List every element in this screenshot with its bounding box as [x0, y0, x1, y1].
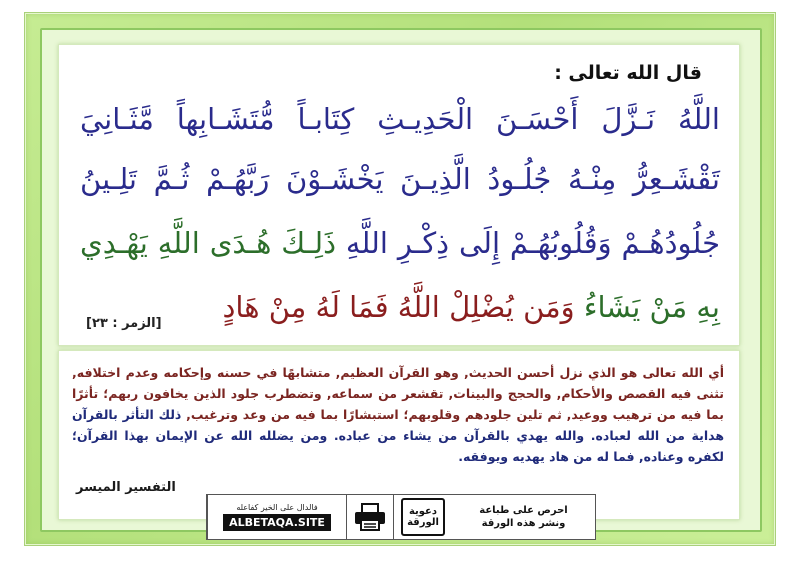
tafsir-part-2: ذلك التأثر بالقرآن هداية من الله لعباده. والله يهدي بالقرآن من يشاء من عباده. ومن يضلله الله عن الإيمان بهذا القرآن؛ لكفره وعناده, فما له من هاد يهديه ويوفقه.	[72, 407, 724, 464]
verse-line-3-part-a: جُلُودُهُـمْ وَقُلُوبُهُـمْ إِلَى ذِكْـرِ اللَّهِ	[345, 226, 720, 260]
verse-line-3-part-b: ذَلِـكَ هُـدَى اللَّهِ يَهْـدِي	[80, 226, 336, 260]
logo-mark: دعوية الورقة	[401, 498, 445, 536]
tafsir-part-1: أي الله تعالى هو الذي نزل أحسن الحديث, وهو القرآن العظيم, متشابهًا في حسنه وإحكامه وعدم اختلافه, تثنى فيه القصص والأحكام, والحجج والبينات, تقشعر من سماعه, وتضطرب جلود الذين يخافون ربهم؛ تأثرًا بما فيه من ترهيب ووعيد, ثم تلين جلودهم وقلوبهم؛ استبشارًا بما فيه من وعد وترغيب,	[72, 365, 724, 422]
footer-note-line-2: ونشر هذه الورقة	[481, 518, 566, 529]
footer-note-line-1: احرص على طباعة	[479, 505, 568, 516]
verse-line-4-part-b: وَمَن يُضْلِلْ اللَّهُ فَمَا لَهُ مِنْ هَادٍ	[222, 290, 575, 324]
verse-reference: [الزمر : ٢٣]	[86, 316, 162, 331]
verse-line-4	[120, 290, 720, 325]
logo	[393, 495, 452, 539]
footer-note	[452, 495, 595, 539]
tafsir-source: التفسير الميسر	[76, 480, 176, 495]
verse-line-3	[80, 226, 720, 261]
tafsir-text	[72, 362, 724, 467]
verse-line-2: تَقْشَـعِرُّ مِنْـهُ جُلُـودُ الَّذِيـنَ يَخْشَـوْنَ رَبَّهُـمْ ثُـمَّ تَلِـينُ	[80, 162, 720, 196]
footer-site	[207, 495, 346, 539]
verse-intro: قال الله تعالى :	[554, 62, 702, 84]
printer-icon	[346, 495, 393, 539]
footer-site-link[interactable]: ALBETAQA.SITE	[223, 514, 331, 531]
verse-line-4-part-a: بِهِ مَنْ يَشَاءُ	[583, 290, 720, 324]
footer-site-caption: فالدال على الخير كفاعله	[236, 503, 318, 512]
footer-banner	[206, 494, 596, 540]
verse-line-1: اللَّهُ نَـزَّلَ أَحْسَـنَ الْحَدِيـثِ كِتَابـاً مُّتَشَـابِهاً مَّثَـانِيَ	[80, 102, 720, 136]
